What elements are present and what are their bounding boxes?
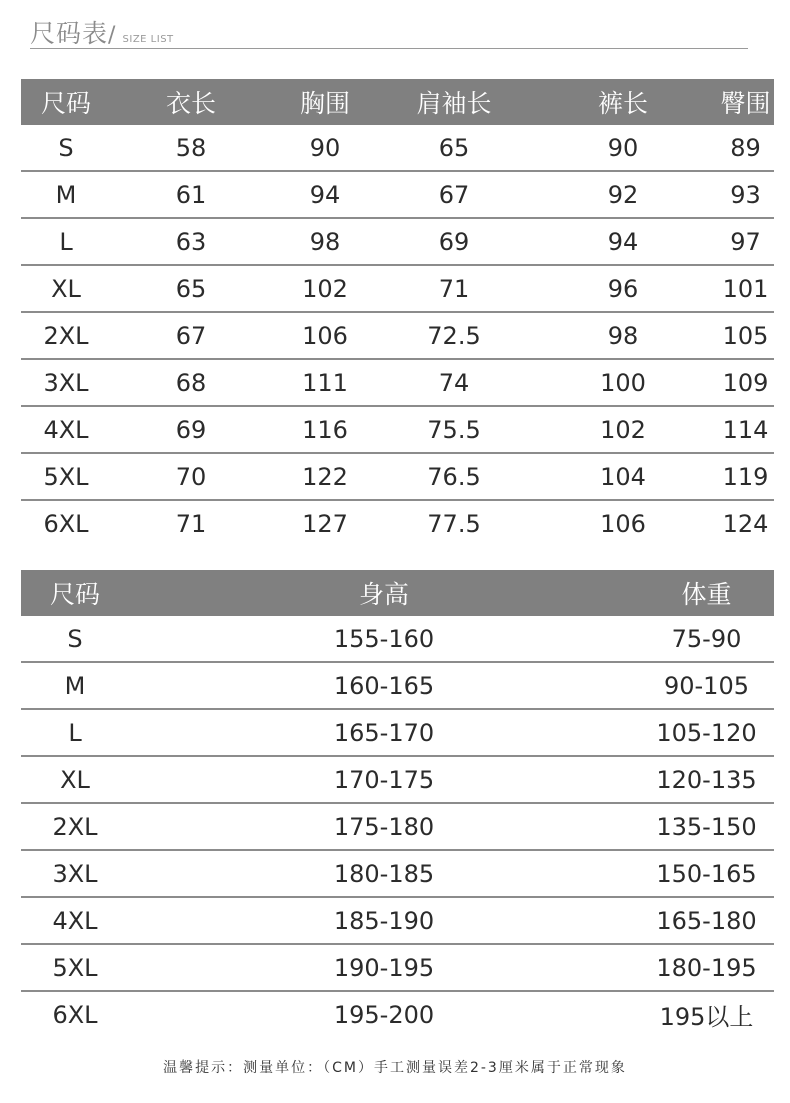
table-cell: 71: [175, 509, 207, 538]
table-cell: 180-195: [639, 944, 774, 991]
table-cell: 2XL: [21, 803, 129, 850]
table-cell: 5XL: [21, 453, 111, 500]
table-cell: XL: [21, 265, 111, 312]
table-cell: 70: [111, 453, 271, 500]
table-row: [21, 662, 774, 709]
table-cell: 96: [529, 265, 717, 312]
table-cell: S: [21, 125, 111, 171]
table-cell: 180-185: [129, 850, 639, 897]
table-cell: 2XL: [21, 312, 111, 359]
table-cell: 102: [271, 265, 379, 312]
table-cell: 155-160: [129, 616, 639, 662]
table-cell: 165-170: [129, 709, 639, 756]
col-header-hip: 臀围: [717, 79, 774, 125]
table-cell: 65: [379, 125, 529, 171]
table-row: [21, 359, 774, 406]
table-cell: 75-90: [639, 616, 774, 662]
table-cell: 94: [529, 218, 717, 265]
table-cell: 76.5: [379, 453, 529, 500]
table-cell: 114: [717, 406, 774, 453]
table-row: [21, 171, 774, 218]
table-cell: 77.5: [427, 509, 481, 538]
table-cell: 120-135: [639, 756, 774, 803]
table-cell: 92: [529, 171, 717, 218]
table-cell: 90: [529, 125, 717, 171]
table-cell: 160-165: [129, 662, 639, 709]
table-cell: 90: [271, 125, 379, 171]
table-cell: 127: [302, 509, 348, 538]
table-cell: 65: [111, 265, 271, 312]
table-cell: 93: [717, 171, 774, 218]
col-header-size: 尺码: [21, 79, 111, 125]
table-cell: 4XL: [21, 406, 111, 453]
table-row: [21, 944, 774, 991]
table-cell: 74: [379, 359, 529, 406]
col-header-pants-length: 裤长: [529, 79, 717, 125]
page-subtitle: SIZE LIST: [122, 34, 174, 45]
table-cell: 101: [717, 265, 774, 312]
table-cell: M: [21, 171, 111, 218]
table-cell: L: [21, 218, 111, 265]
table-cell: 90-105: [639, 662, 774, 709]
table-cell: S: [21, 616, 129, 662]
page-title: 尺码表: [30, 19, 109, 48]
table-cell: L: [21, 709, 129, 756]
table-cell: 67: [111, 312, 271, 359]
col-header-weight: 体重: [639, 570, 774, 616]
col-header-size: 尺码: [21, 570, 129, 616]
table-cell: 122: [271, 453, 379, 500]
table-row: [21, 218, 774, 265]
col-header-sleeve: 肩袖长: [379, 79, 529, 125]
garment-measurements-table: [21, 79, 774, 546]
table-cell: 119: [717, 453, 774, 500]
table-cell: 3XL: [21, 359, 111, 406]
col-header-length: 衣长: [111, 79, 271, 125]
table-cell: 3XL: [21, 850, 129, 897]
table-row: [21, 265, 774, 312]
table-cell: XL: [21, 756, 129, 803]
table-cell: 98: [529, 312, 717, 359]
table-cell: 175-180: [129, 803, 639, 850]
table-cell: 190-195: [129, 944, 639, 991]
body-size-guide-table: [21, 570, 774, 1037]
table-row: [21, 406, 774, 453]
table-cell: 98: [271, 218, 379, 265]
table-cell: 67: [379, 171, 529, 218]
table-cell: 68: [111, 359, 271, 406]
table-cell: 6XL: [52, 1000, 98, 1029]
table-header-row: [21, 570, 774, 616]
table-cell: 104: [529, 453, 717, 500]
table-cell: 97: [717, 218, 774, 265]
table-cell: 135-150: [639, 803, 774, 850]
table-cell: 165-180: [639, 897, 774, 944]
table-row: [21, 850, 774, 897]
table-row: [21, 709, 774, 756]
table-row: [21, 616, 774, 662]
table-row: [21, 991, 774, 1037]
table-cell: 75.5: [379, 406, 529, 453]
col-header-height: 身高: [129, 570, 639, 616]
table-cell: 195-200: [333, 1000, 435, 1029]
table-cell: 116: [271, 406, 379, 453]
table-cell: 69: [111, 406, 271, 453]
table-cell: 195以上: [659, 1003, 754, 1031]
table-cell: 105-120: [639, 709, 774, 756]
table-cell: 185-190: [129, 897, 639, 944]
table-cell: 111: [271, 359, 379, 406]
table-cell: M: [21, 662, 129, 709]
table-header-row: [21, 79, 774, 125]
table-row: [21, 756, 774, 803]
table-cell: 58: [111, 125, 271, 171]
table-row: [21, 312, 774, 359]
table-cell: 106: [271, 312, 379, 359]
measurement-note: 温馨提示：测量单位：（CM）手工测量误差2-3厘米属于正常现象: [163, 1060, 627, 1076]
page-header: [30, 14, 750, 48]
table-cell: 89: [717, 125, 774, 171]
table-cell: 6XL: [43, 509, 89, 538]
table-row: [21, 125, 774, 171]
table-cell: 100: [529, 359, 717, 406]
table-cell: 71: [379, 265, 529, 312]
header-divider: [30, 48, 748, 49]
table-cell: 106: [600, 509, 646, 538]
table-row: [21, 803, 774, 850]
title-separator: /: [108, 23, 116, 48]
col-header-chest: 胸围: [271, 79, 379, 125]
table-cell: 109: [717, 359, 774, 406]
table-cell: 63: [111, 218, 271, 265]
table-cell: 150-165: [639, 850, 774, 897]
table-row: [21, 897, 774, 944]
table-cell: 94: [271, 171, 379, 218]
table-cell: 105: [717, 312, 774, 359]
table-cell: 170-175: [129, 756, 639, 803]
table-cell: 61: [111, 171, 271, 218]
table-cell: 72.5: [379, 312, 529, 359]
table-row: [21, 453, 774, 500]
table-cell: 102: [529, 406, 717, 453]
table-cell: 69: [379, 218, 529, 265]
table-cell: 124: [722, 509, 769, 538]
table-row: [21, 500, 774, 546]
table-cell: 4XL: [21, 897, 129, 944]
table-cell: 5XL: [21, 944, 129, 991]
